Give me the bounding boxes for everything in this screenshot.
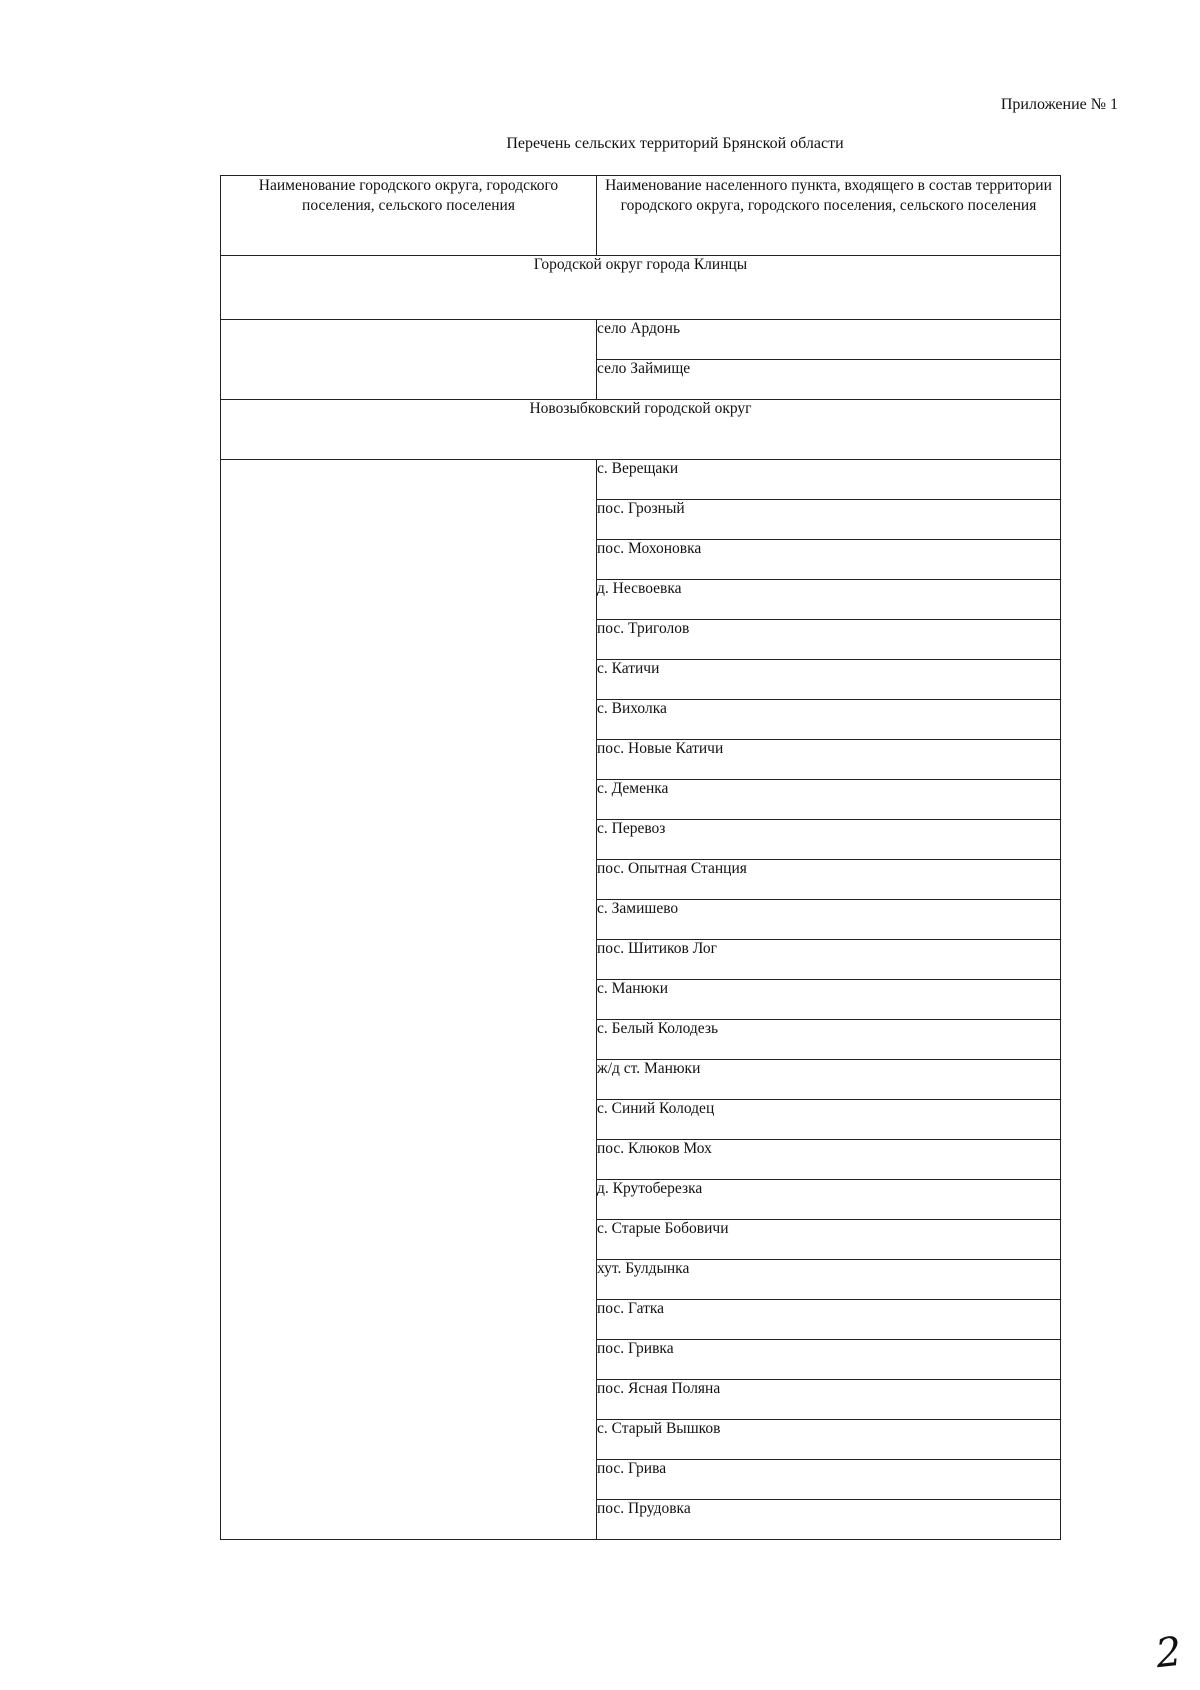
table-header-row <box>221 176 1061 256</box>
settlement-name: пос. Гривка <box>597 1340 1061 1380</box>
settlement-name: ж/д ст. Манюки <box>597 1060 1061 1100</box>
municipality-cell <box>221 460 597 1540</box>
settlement-name: с. Синий Колодец <box>597 1100 1061 1140</box>
settlement-name: с. Верещаки <box>597 460 1061 500</box>
appendix-label: Приложение № 1 <box>1000 96 1118 113</box>
group-row <box>221 256 1061 320</box>
group-name: Городской округ города Клинцы <box>221 256 1061 320</box>
settlement-name: пос. Гатка <box>597 1300 1061 1340</box>
territory-table <box>220 175 1061 1540</box>
header-municipality: Наименование городского округа, городского поселения, сельского поселения <box>221 176 597 256</box>
settlement-name: д. Крутоберезка <box>597 1180 1061 1220</box>
settlement-name: д. Несвоевка <box>597 580 1061 620</box>
settlement-name: пос. Триголов <box>597 620 1061 660</box>
settlement-name: пос. Опытная Станция <box>597 860 1061 900</box>
table-row <box>221 320 1061 360</box>
settlement-name: пос. Клюков Мох <box>597 1140 1061 1180</box>
settlement-name: село Ардонь <box>597 320 1061 360</box>
settlement-name: с. Замишево <box>597 900 1061 940</box>
settlement-name: пос. Новые Катичи <box>597 740 1061 780</box>
settlement-name: пос. Прудовка <box>597 1500 1061 1540</box>
group-row <box>221 400 1061 460</box>
table-body <box>221 256 1061 1540</box>
settlement-name: пос. Грозный <box>597 500 1061 540</box>
settlement-name: с. Деменка <box>597 780 1061 820</box>
settlement-name: с. Старые Бобовичи <box>597 1220 1061 1260</box>
document-title: Перечень сельских территорий Брянской области <box>506 135 844 152</box>
handwritten-page-number: 2 <box>1153 1628 1184 1678</box>
settlement-name: с. Манюки <box>597 980 1061 1020</box>
header-settlement: Наименование населенного пункта, входящего в состав территории городского округа, городского поселения, сельского поселения <box>597 176 1061 256</box>
settlement-name: с. Катичи <box>597 660 1061 700</box>
settlement-name: с. Старый Вышков <box>597 1420 1061 1460</box>
settlement-name: пос. Грива <box>597 1460 1061 1500</box>
settlement-name: с. Перевоз <box>597 820 1061 860</box>
table-row <box>221 460 1061 500</box>
settlement-name: пос. Мохоновка <box>597 540 1061 580</box>
settlement-name: хут. Булдынка <box>597 1260 1061 1300</box>
settlement-name: с. Вихолка <box>597 700 1061 740</box>
settlement-name: пос. Шитиков Лог <box>597 940 1061 980</box>
group-name: Новозыбковский городской округ <box>221 400 1061 460</box>
settlement-name: село Займище <box>597 360 1061 400</box>
settlement-name: с. Белый Колодезь <box>597 1020 1061 1060</box>
settlement-name: пос. Ясная Поляна <box>597 1380 1061 1420</box>
municipality-cell <box>221 320 597 400</box>
